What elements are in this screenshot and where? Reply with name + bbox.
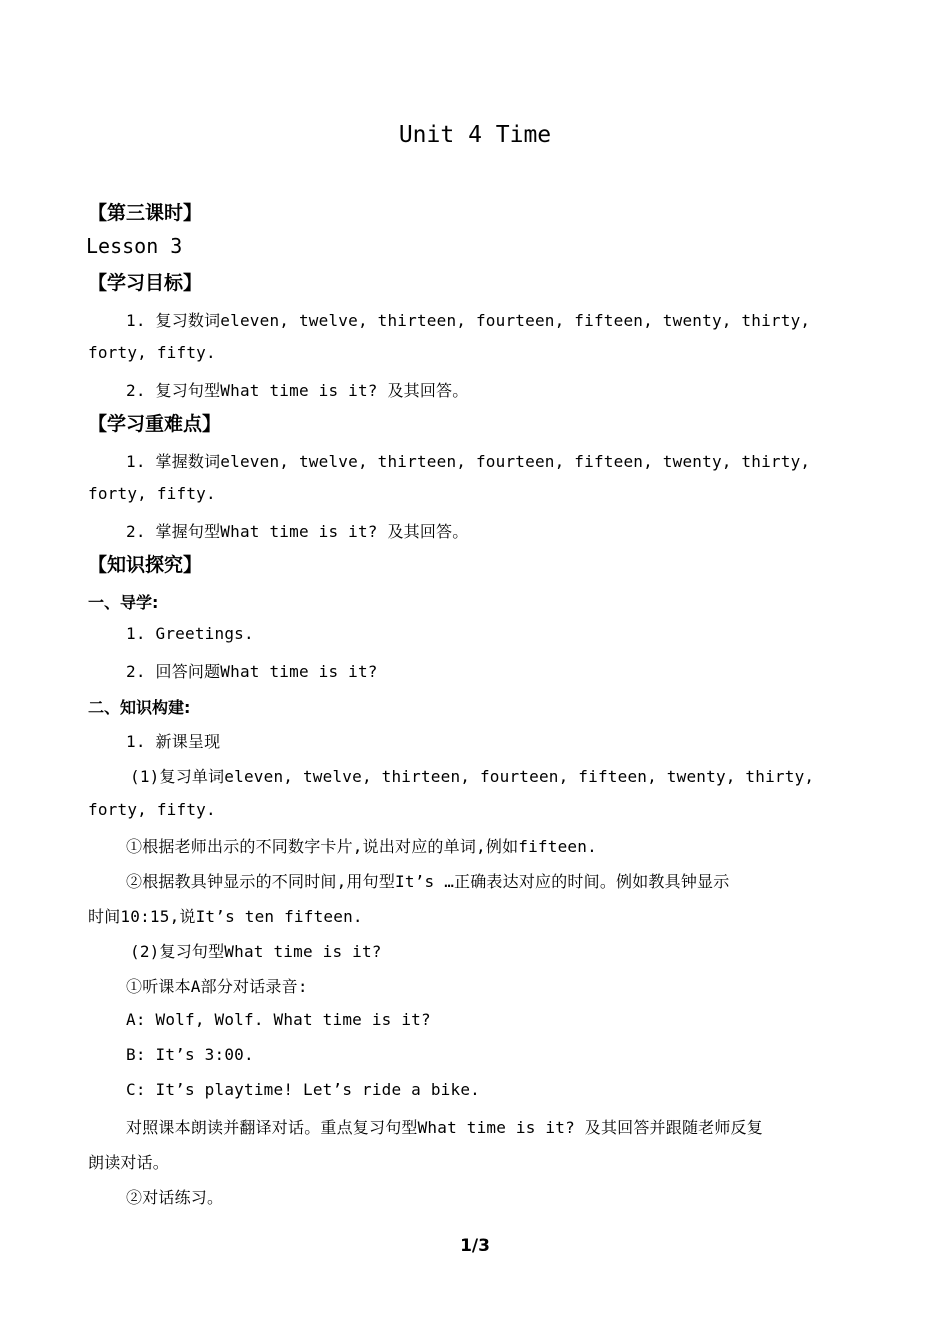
keypoint-item-2: 2. 掌握句型What time is it? 及其回答。	[126, 522, 469, 541]
part2-practice: ②对话练习。	[126, 1188, 224, 1207]
part2-step-2: ②根据教具钟显示的不同时间,用句型It’s …正确表达对应的时间。例如教具钟显示	[126, 872, 730, 891]
goal-item-1-continued: forty, fifty.	[88, 343, 216, 362]
part2-listen: ①听课本A部分对话录音:	[126, 977, 308, 996]
part2-sub-1: (1)复习单词eleven, twelve, thirteen, fourteen, fifteen, twenty, thirty,	[130, 767, 815, 786]
dialog-line-b: B: It’s 3:00.	[126, 1045, 254, 1064]
goal-item-1: 1. 复习数词eleven, twelve, thirteen, fourteen, fifteen, twenty, thirty,	[126, 311, 811, 330]
part2-heading: 二、知识构建:	[88, 698, 191, 717]
part1-item-2: 2. 回答问题What time is it?	[126, 662, 378, 681]
part2-sub-2: (2)复习句型What time is it?	[130, 942, 382, 961]
explore-heading: 【知识探究】	[88, 554, 203, 576]
dialog-line-c: C: It’s playtime! Let’s ride a bike.	[126, 1080, 480, 1099]
part2-read-continued: 朗读对话。	[88, 1153, 170, 1172]
goals-heading: 【学习目标】	[88, 272, 203, 294]
part2-step-2-continued: 时间10:15,说It’s ten fifteen.	[88, 907, 363, 926]
part2-step-1: ①根据老师出示的不同数字卡片,说出对应的单词,例如fifteen.	[126, 837, 597, 856]
part2-item-1: 1. 新课呈现	[126, 732, 221, 751]
goal-item-2: 2. 复习句型What time is it? 及其回答。	[126, 381, 469, 400]
lesson-label: Lesson 3	[86, 234, 183, 258]
document-title: Unit 4 Time	[398, 122, 552, 148]
dialog-line-a: A: Wolf, Wolf. What time is it?	[126, 1010, 431, 1029]
part1-item-1: 1. Greetings.	[126, 624, 254, 643]
part2-read: 对照课本朗读并翻译对话。重点复习句型What time is it? 及其回答并跟随老师反复	[126, 1118, 763, 1137]
keypoint-item-1-continued: forty, fifty.	[88, 484, 216, 503]
keypoint-item-1: 1. 掌握数词eleven, twelve, thirteen, fourteen, fifteen, twenty, thirty,	[126, 452, 811, 471]
part2-sub-1-continued: forty, fifty.	[88, 800, 216, 819]
part1-heading: 一、导学:	[88, 593, 159, 612]
page-number: 1/3	[460, 1236, 490, 1256]
period-heading: 【第三课时】	[88, 202, 203, 224]
keypoints-heading: 【学习重难点】	[88, 413, 222, 435]
